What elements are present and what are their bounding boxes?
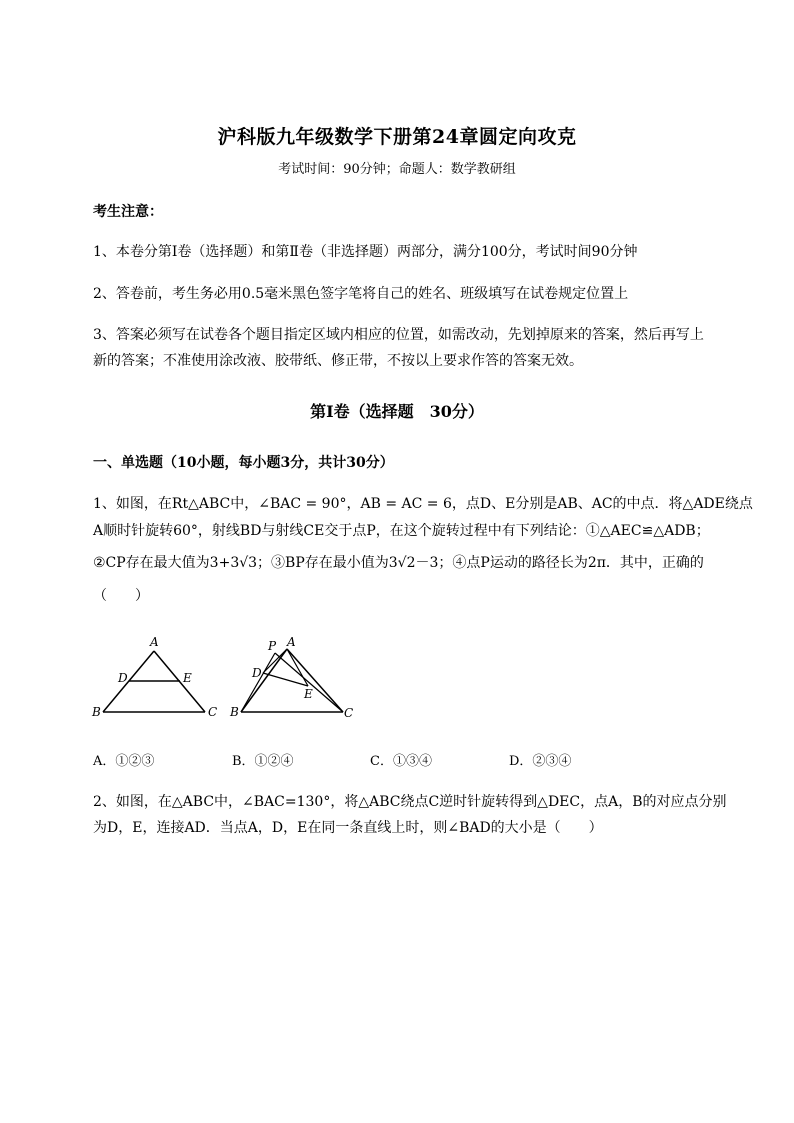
notice-heading: 考生注意： — [93, 204, 163, 220]
fig1-label-a: A — [150, 635, 159, 649]
fig2-side-ab — [241, 649, 287, 712]
fig2-label-b: B — [230, 705, 239, 719]
part-heading: 一、单选题（10小题，每小题3分，共计30分） — [93, 455, 394, 471]
q1-option-c[interactable]: C．①③④ — [370, 754, 432, 769]
question-1-line-1: 1、如图，在Rt△ABC中，∠BAC = 90°，AB = AC = 6，点D、E分别是AB、AC的中点．将△ADE绕点 — [93, 496, 753, 512]
fig2-ray-cp — [275, 653, 343, 712]
notice-item-2: 2、答卷前，考生务必用0.5毫米黑色签字笔将自己的姓名、班级填写在试卷规定位置上 — [93, 286, 629, 302]
page-title: 沪科版九年级数学下册第24章圆定向攻克 — [217, 126, 577, 148]
question-1-line-2: A顺时针旋转60°，射线BD与射线CE交于点P，在这个旋转过程中有下列结论：①△AEC≌△ADB； — [93, 523, 710, 539]
fig2-label-e: E — [304, 687, 313, 701]
fig1-label-d: D — [118, 671, 128, 685]
q1-option-d[interactable]: D．②③④ — [509, 754, 572, 769]
fig2-label-d: D — [252, 666, 262, 680]
notice-item-3: 3、答案必须写在试卷各个题目指定区域内相应的位置，如需改动，先划掉原来的答案，然后再写上新的答案；不准使用涂改液、胶带纸、修正带，不按以上要求作答的答案无效。 — [93, 327, 704, 369]
fig1-label-c: C — [208, 705, 218, 719]
fig1-label-b: B — [92, 705, 101, 719]
question-1-line-4: （ ） — [93, 588, 149, 604]
section-title: 第I卷（选择题 30分） — [310, 402, 484, 421]
question-2-line-1: 2、如图，在△ABC中，∠BAC=130°，将△ABC绕点C逆时针旋转得到△DEC，点A，B的对应点分别 — [93, 794, 727, 810]
fig2-label-c: C — [344, 706, 354, 720]
fig2-ray-bp — [241, 653, 275, 712]
figure-2-rotation — [226, 630, 361, 725]
fig2-side-ac — [287, 649, 343, 712]
question-1-line-3: ②CP存在最大值为3+3√3；③BP存在最小值为3√2－3；④点P运动的路径长为2π．其中，正确的 — [93, 555, 704, 571]
fig2-label-p: P — [268, 639, 277, 653]
fig2-label-a: A — [287, 635, 296, 649]
q1-option-b[interactable]: B．①②④ — [232, 754, 294, 769]
question-2-line-2: 为D，E，连接AD．当点A，D，E在同一条直线上时，则∠BAD的大小是（ ） — [93, 820, 603, 836]
exam-info: 考试时间：90分钟；命题人：数学教研组 — [278, 162, 516, 177]
q1-option-a[interactable]: A．①②③ — [93, 754, 155, 769]
figure-1-triangle — [88, 630, 228, 725]
notice-item-1: 1、本卷分第I卷（选择题）和第Ⅱ卷（非选择题）两部分，满分100分，考试时间90分钟 — [93, 244, 638, 260]
fig1-label-e: E — [183, 671, 192, 685]
